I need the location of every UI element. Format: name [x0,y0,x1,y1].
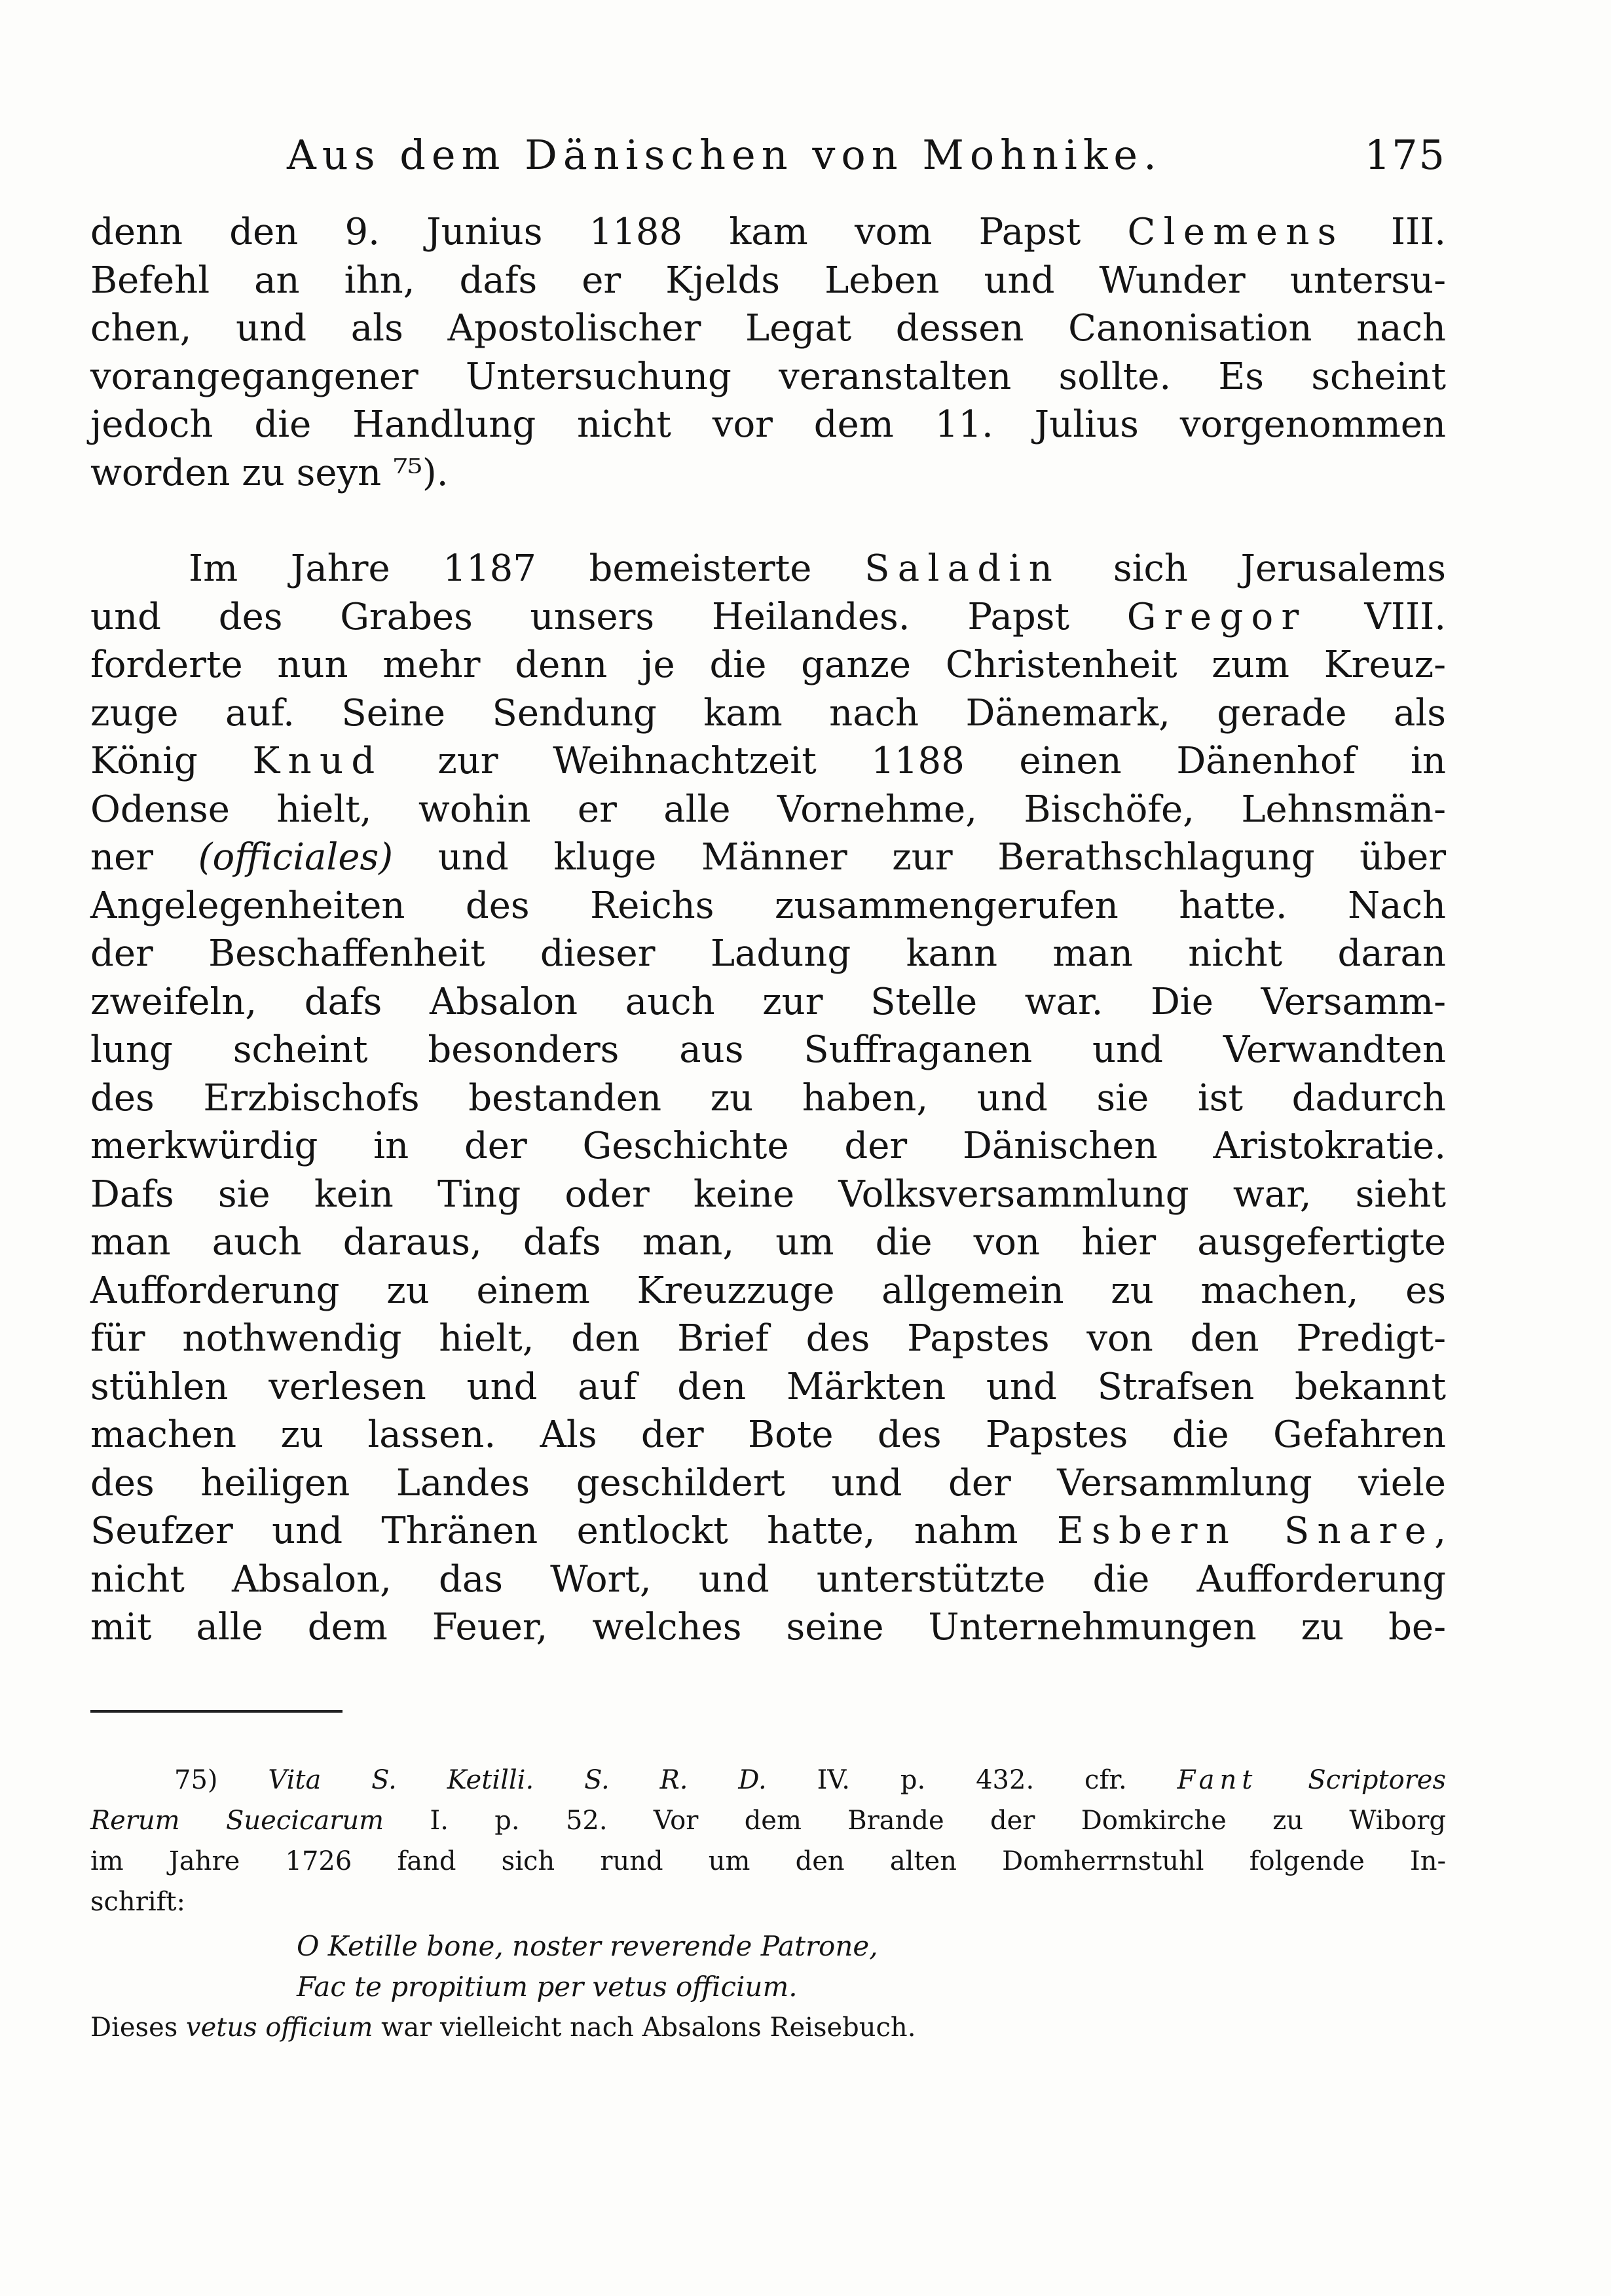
text-line: denn den 9. Junius 1188 kam vom Papst Clemens III. [90,211,1446,253]
text-line: Im Jahre 1187 bemeisterte Saladin sich Jerusalems [189,547,1446,590]
footnote-line: schrift: [90,1887,185,1917]
text-line: des Erzbischofs bestanden zu haben, und sie ist dadurch [90,1076,1446,1120]
text-line: mit alle dem Feuer, welches seine Unternehmungen zu be- [90,1606,1446,1649]
text-line: jedoch die Handlung nicht vor dem 11. Julius vorgenommen [90,403,1446,446]
text-line: und des Grabes unsers Heilandes. Papst Gregor VIII. [90,595,1446,638]
inscription-verse: O Ketille bone, noster reverende Patrone, [297,1930,878,1962]
text-line: man auch daraus, dafs man, um die von hier ausgefertigte [90,1221,1446,1264]
page-header [90,126,1446,185]
inscription-verse: Fac te propitium per vetus officium. [297,1971,798,2003]
text-line: Odense hielt, wohin er alle Vornehme, Bischöfe, Lehnsmän- [90,788,1446,831]
footnote-divider [90,1710,343,1713]
text-line: nicht Absalon, das Wort, und unterstützte die Aufforderung [90,1558,1446,1601]
text-line: stühlen verlesen und auf den Märkten und Strafsen bekannt [90,1365,1446,1408]
page-number: 175 [1364,131,1446,179]
text-line: König Knud zur Weihnachtzeit 1188 einen Dänenhof in [90,740,1446,782]
running-title: Aus dem Dänischen von Mohnike. [287,131,1162,179]
text-line: ner (officiales) und kluge Männer zur Berathschlagung über [90,836,1447,879]
footnote-line: Dieses vetus officium war vielleicht nach Absalons Reisebuch. [90,2013,916,2043]
text-line: Dafs sie kein Ting oder keine Volksversammlung war, sieht [90,1173,1446,1216]
text-line: worden zu seyn ⁷⁵). [90,451,449,494]
text-line: merkwürdig in der Geschichte der Dänischen Aristokratie. [90,1125,1446,1167]
text-line: machen zu lassen. Als der Bote des Papstes die Gefahren [90,1413,1446,1456]
body-text [90,208,1446,1652]
text-line: zuge auf. Seine Sendung kam nach Dänemark, gerade als [90,691,1446,735]
footnote-line: Rerum Suecicarum I. p. 52. Vor dem Brande der Domkirche zu Wiborg [90,1806,1447,1836]
text-line: Befehl an ihn, dafs er Kjelds Leben und Wunder untersu- [90,259,1446,302]
text-line: für nothwendig hielt, den Brief des Papstes von den Predigt- [90,1317,1446,1360]
footnote-line: 75) Vita S. Ketilli. S. R. D. IV. p. 432. cfr. Fant Scriptores [174,1765,1446,1795]
text-line: Angelegenheiten des Reichs zusammengerufen hatte. Nach [90,884,1446,927]
text-line: chen, und als Apostolischer Legat dessen Canonisation nach [90,307,1446,350]
text-line: vorangegangener Untersuchung veranstalten sollte. Es scheint [90,355,1446,398]
text-line: der Beschaffenheit dieser Ladung kann man nicht daran [90,932,1446,975]
text-line: Seufzer und Thränen entlockt hatte, nahm Esbern Snare, [90,1510,1446,1552]
footnote-line: im Jahre 1726 fand sich rund um den alten Domherrnstuhl folgende In- [90,1846,1446,1876]
paragraph-gap [90,497,1446,545]
footnotes [90,1760,1446,2048]
text-line: des heiligen Landes geschildert und der Versammlung viele [90,1461,1446,1504]
text-line: forderte nun mehr denn je die ganze Christenheit zum Kreuz- [90,644,1446,686]
text-line: lung scheint besonders aus Suffraganen und Verwandten [90,1029,1446,1071]
text-line: zweifeln, dafs Absalon auch zur Stelle war. Die Versamm- [90,980,1446,1023]
text-line: Aufforderung zu einem Kreuzzuge allgemein zu machen, es [90,1269,1446,1312]
